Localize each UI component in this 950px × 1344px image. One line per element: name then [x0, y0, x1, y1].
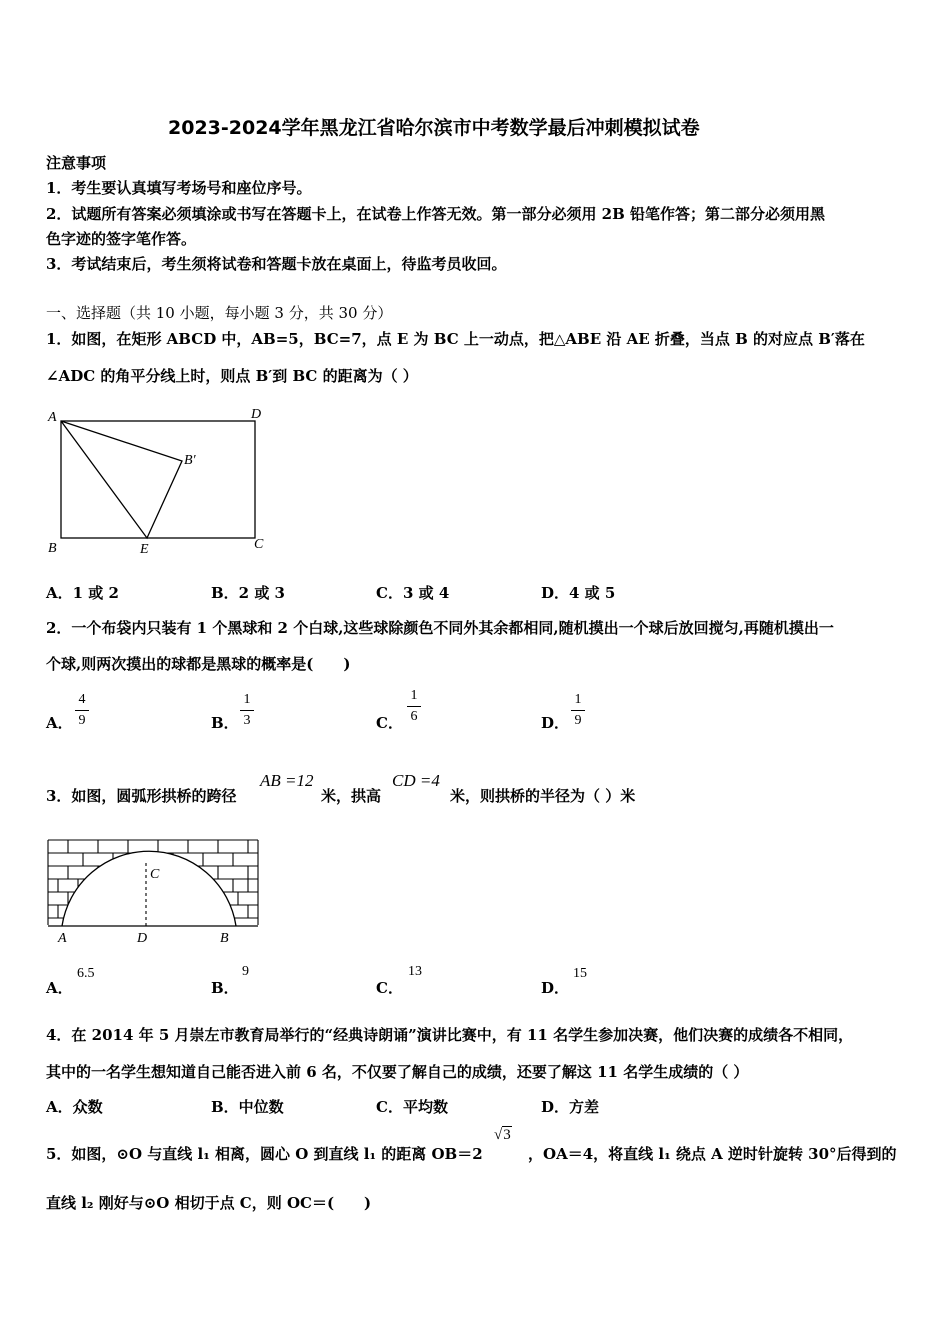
q3-text: 3．如图，圆弧形拱桥的跨径	[46, 787, 237, 805]
point-C: C	[150, 867, 160, 882]
q3-option-a[interactable]: A．	[46, 979, 73, 997]
point-D: D	[251, 407, 262, 422]
q4-option-b[interactable]: B．中位数	[211, 1098, 284, 1116]
section-heading: 一、选择题（共 10 小题，每小题 3 分，共 30 分）	[46, 304, 393, 322]
q4-option-a[interactable]: A．众数	[46, 1098, 103, 1116]
q4-option-c[interactable]: C．平均数	[376, 1098, 448, 1116]
q2-option-c-fraction: 1 6	[407, 688, 421, 725]
q3-bridge-figure	[44, 836, 264, 948]
notice-item: 3．考试结束后，考生须将试卷和答题卡放在桌面上，待监考员收回。	[46, 255, 507, 273]
q1-option-b[interactable]: B．2 或 3	[211, 584, 285, 602]
q3-math-cd: CD =4	[392, 771, 440, 790]
point-B: B	[220, 931, 229, 946]
q2-option-c[interactable]: C．	[376, 714, 403, 732]
q3-option-c-value: 13	[408, 964, 422, 979]
page-title: 2023-2024学年黑龙江省哈尔滨市中考数学最后冲刺模拟试卷	[168, 117, 700, 139]
notice-heading: 注意事项	[46, 154, 107, 172]
point-B-prime: B′	[184, 453, 196, 468]
q2-option-b[interactable]: B．	[211, 714, 239, 732]
point-E: E	[140, 542, 149, 557]
q3-math-ab: AB =12	[260, 771, 314, 790]
q3-option-d-value: 15	[573, 966, 587, 981]
point-D: D	[137, 931, 148, 946]
q3-text: 米，则拱桥的半径为（ ）米	[450, 787, 636, 805]
q5-sqrt: √3	[494, 1127, 511, 1143]
q3-option-d[interactable]: D．	[541, 979, 570, 997]
point-A: A	[48, 410, 57, 425]
q1-option-a[interactable]: A．1 或 2	[46, 584, 119, 602]
q2-option-d[interactable]: D．	[541, 714, 570, 732]
q1-text: 1．如图，在矩形 ABCD 中，AB=5，BC=7，点 E 为 BC 上一动点，把△ABE 沿 AE 折叠，当点 B 的对应点 B′落在	[46, 330, 865, 348]
q2-option-b-fraction: 1 3	[240, 692, 254, 729]
point-B: B	[48, 541, 57, 556]
notice-item: 2．试题所有答案必须填涂或书写在答题卡上，在试卷上作答无效。第一部分必须用 2B 铅笔作答；第二部分必须用黑	[46, 205, 826, 223]
notice-item: 色字迹的签字笔作答。	[46, 230, 197, 248]
q1-rectangle-figure	[44, 400, 274, 560]
q3-option-b-value: 9	[242, 964, 249, 979]
q2-option-a[interactable]: A．	[46, 714, 73, 732]
q4-text: 4．在 2014 年 5 月崇左市教育局举行的“经典诗朗诵”演讲比赛中，有 11 名学生参加决赛，他们决赛的成绩各不相同，	[46, 1026, 854, 1044]
q3-option-b[interactable]: B．	[211, 979, 239, 997]
q2-option-a-fraction: 4 9	[75, 692, 89, 729]
notice-item: 1．考生要认真填写考场号和座位序号。	[46, 179, 312, 197]
q5-text: 5．如图，⊙O 与直线 l₁ 相离，圆心 O 到直线 l₁ 的距离 OB＝2	[46, 1145, 483, 1163]
q5-text: ，OA＝4，将直线 l₁ 绕点 A 逆时针旋转 30°后得到的	[528, 1145, 897, 1163]
sqrt-sign: √	[494, 1127, 503, 1143]
point-C: C	[254, 537, 264, 552]
q4-text: 其中的一名学生想知道自己能否进入前 6 名，不仅要了解自己的成绩，还要了解这 11 名学生成绩的（ ）	[46, 1063, 749, 1081]
q2-option-d-fraction: 1 9	[571, 692, 585, 729]
point-A: A	[58, 931, 67, 946]
q4-option-d[interactable]: D．方差	[541, 1098, 600, 1116]
q1-option-d[interactable]: D．4 或 5	[541, 584, 616, 602]
q5-text: 直线 l₂ 刚好与⊙O 相切于点 C，则 OC＝( )	[46, 1194, 372, 1212]
q1-text: ∠ADC 的角平分线上时，则点 B′到 BC 的距离为（ ）	[46, 367, 418, 385]
q3-option-a-value: 6.5	[77, 966, 95, 981]
q1-option-c[interactable]: C．3 或 4	[376, 584, 450, 602]
q2-text: 2．一个布袋内只装有 1 个黑球和 2 个白球,这些球除颜色不同外其余都相同,随机摸出一个球后放回搅匀,再随机摸出一	[46, 619, 834, 637]
q3-text: 米，拱高	[321, 787, 382, 805]
q3-option-c[interactable]: C．	[376, 979, 403, 997]
q2-text: 个球,则两次摸出的球都是黑球的概率是( )	[46, 655, 351, 673]
